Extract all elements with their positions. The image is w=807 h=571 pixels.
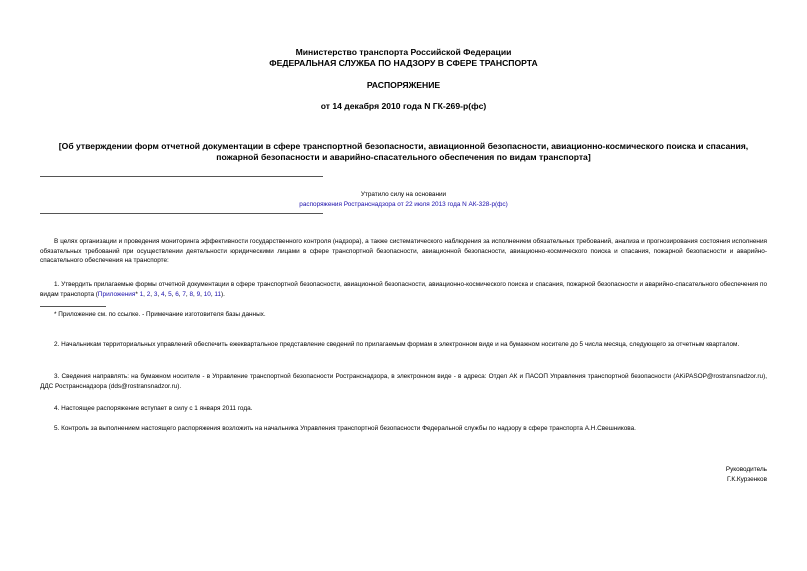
divider-bottom: [40, 213, 323, 214]
appendix-link-1[interactable]: 1: [139, 290, 144, 298]
status-note-link-row: [0, 200, 807, 209]
item-1-close: ).: [221, 290, 225, 298]
footnote-rule: [40, 306, 106, 307]
doc-date-number: от 14 декабря 2010 года N ГК-269-р(фс): [320, 101, 487, 111]
signature-name: Г.К.Курзенков: [726, 476, 767, 483]
service-heading: ФЕДЕРАЛЬНАЯ СЛУЖБА ПО НАДЗОРУ В СФЕРЕ ТРАНСПОРТА: [269, 58, 538, 68]
appendix-link-4[interactable]: 4: [160, 290, 165, 298]
appendix-link-9[interactable]: 9: [196, 290, 201, 298]
document-title: [40, 141, 767, 163]
intro-paragraph: В целях организации и проведения мониторинга эффективности государственного контроля (надзора), а также систематического наблюдения за исполнением обязательных требований, анализа и прогнозирования состояния исполнения обязательных требований при осуществлении деятельности юридическими лицами в сфере транспортной безопасности, авиационной безопасности, авиационно-космического поиска и спасания, пожарной безопасности и аварийно-спасательного обеспечения на транспорте:: [40, 238, 767, 265]
title-line-2: пожарной безопасности и аварийно-спасательного обеспечения по видам транспорта]: [216, 152, 591, 162]
doc-type-heading: РАСПОРЯЖЕНИЕ: [366, 80, 441, 90]
item-2-paragraph: 2. Начальникам территориальных управлений обеспечить ежеквартальное представление сведений по прилагаемым формам в электронном виде и на бумажном носителе до 5 числа месяца, следующего за отчетным кварталом.: [54, 341, 740, 348]
signature-position: Руководитель: [725, 466, 767, 473]
appendix-link-6[interactable]: 6: [175, 290, 179, 298]
item-3-paragraph: 3. Сведения направлять: на бумажном носителе - в Управление транспортной безопасности Ространснадзора, в электронном виде - в адреса: Отдел АК и ПАСОП Управления транспортной безопасности (AKiPASOP@rostransnadzor.ru), ДДС Ространснадзора (dds@rostransnadzor.ru).: [40, 373, 767, 390]
title-line-1: [Об утверждении форм отчетной документации в сфере транспортной безопасности, авиационной безопасности, авиационно-космического поиска и спасания,: [58, 141, 749, 151]
footnote-text: * Приложение см. по ссылке. - Примечание изготовителя базы данных.: [54, 311, 266, 318]
appendix-link-10[interactable]: 10: [203, 290, 211, 298]
divider-top: [40, 176, 323, 177]
appendix-link-8[interactable]: 8: [189, 290, 194, 298]
item-1-paragraph: 1. Утвердить прилагаемые формы отчетной документации в сфере транспортной безопасности, авиационной безопасности, авиационно-космического поиска и спасания, пожарной безопасности и аварийно-спасательного обеспечения по видам транспорта (Приложения* 1, 2, 3, 4, 5, 6, 7, 8, 9, 10, 11).: [40, 281, 767, 298]
appendix-link-5[interactable]: 5: [168, 290, 172, 298]
appendices-link[interactable]: Приложения: [97, 290, 136, 298]
item-5-paragraph: 5. Контроль за выполнением настоящего распоряжения возложить на начальника Управления транспортной безопасности Федеральной службы по надзору в сфере транспорта А.Н.Свешникова.: [54, 425, 636, 432]
appendix-link-3[interactable]: 3: [153, 290, 158, 298]
appendix-link-2[interactable]: 2: [146, 290, 151, 298]
signature-block: [726, 465, 767, 485]
ministry-heading: Министерство транспорта Российской Федерации: [295, 47, 512, 57]
item-1-text: 1. Утвердить прилагаемые формы отчетной документации в сфере транспортной безопасности, авиационной безопасности, авиационно-космического поиска и спасания, пожарной безопасности и аварийно-спасательного обеспечения по видам транспорта (: [40, 281, 767, 298]
item-4-paragraph: 4. Настоящее распоряжение вступает в силу с 1 января 2011 года.: [54, 405, 253, 412]
appendix-link-7[interactable]: 7: [182, 290, 186, 298]
status-note: Утратило силу на основании: [360, 191, 447, 198]
appendix-link-11[interactable]: 11: [214, 290, 222, 298]
footnote-star: *: [135, 290, 138, 298]
repeal-order-link[interactable]: распоряжения Ространснадзора от 22 июля 2013 года N АК-328-р(фс): [299, 201, 508, 208]
